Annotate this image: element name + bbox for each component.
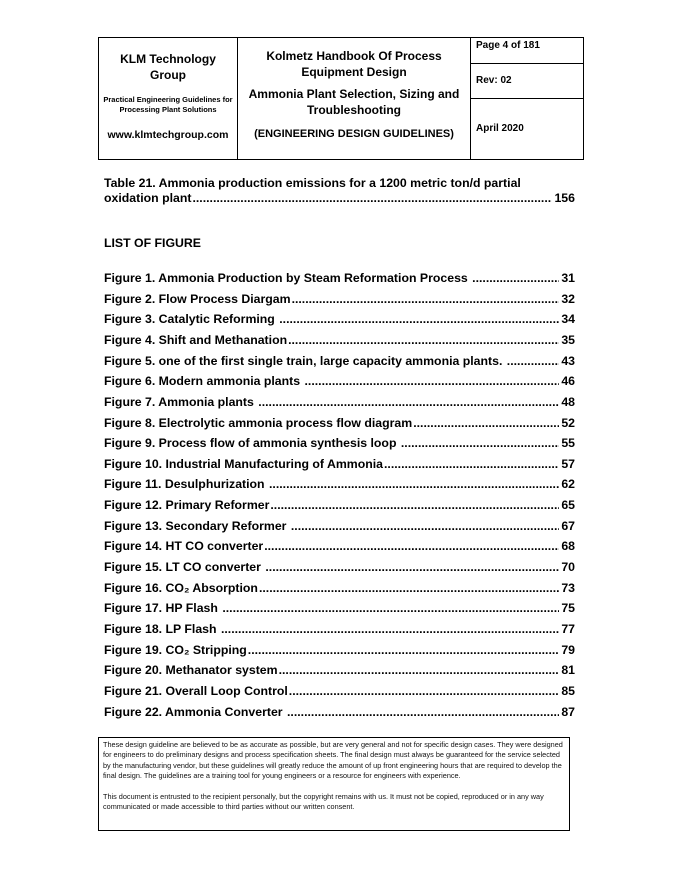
figure-label: Figure 22. Ammonia Converter .....: [104, 705, 559, 719]
figure-entry[interactable]: [104, 581, 575, 595]
figure-page: 73: [561, 581, 575, 595]
figure-label: Figure 9. Process flow of ammonia synthesis loop .....: [104, 436, 559, 450]
figure-entry[interactable]: [104, 271, 575, 285]
page-number: Page 4 of 181: [471, 38, 583, 64]
figure-label: Figure 21. Overall Loop Control .....: [104, 684, 559, 698]
table-entry-page: 156: [554, 191, 575, 205]
figure-label: Figure 17. HP Flash .....: [104, 601, 559, 615]
figure-entry[interactable]: [104, 292, 575, 306]
figure-page: 75: [561, 601, 575, 615]
figure-label: Figure 5. one of the first single train, large capacity ammonia plants. .....: [104, 354, 559, 368]
figure-page: 55: [561, 436, 575, 450]
figure-entry[interactable]: [104, 374, 575, 388]
figure-page: 67: [561, 519, 575, 533]
figure-entry[interactable]: [104, 519, 575, 533]
figure-label: Figure 8. Electrolytic ammonia process flow diagram .....: [104, 416, 559, 430]
figure-page: 70: [561, 560, 575, 574]
figure-label: Figure 2. Flow Process Diargam .....: [104, 292, 559, 306]
figure-page: 46: [561, 374, 575, 388]
revision-number: Rev: 02: [471, 64, 583, 99]
document-title: Ammonia Plant Selection, Sizing and Troubleshooting: [248, 87, 460, 117]
table-entry-label: oxidation plant .....: [104, 191, 552, 205]
list-of-figures-heading: LIST OF FIGURE: [104, 236, 202, 250]
figure-label: Figure 11. Desulphurization .....: [104, 477, 559, 491]
company-block: [99, 38, 238, 159]
figure-entry[interactable]: [104, 622, 575, 636]
figure-entry[interactable]: [104, 684, 575, 698]
table-entry[interactable]: [104, 191, 575, 205]
figure-page: 31: [561, 271, 575, 285]
figure-entry[interactable]: [104, 601, 575, 615]
figure-entry[interactable]: [104, 312, 575, 326]
figure-page: 81: [561, 663, 575, 677]
figure-page: 35: [561, 333, 575, 347]
figure-entry[interactable]: [104, 663, 575, 677]
figure-page: 62: [561, 477, 575, 491]
figure-page: 68: [561, 539, 575, 553]
figure-page: 65: [561, 498, 575, 512]
figure-page: 32: [561, 292, 575, 306]
figure-page: 85: [561, 684, 575, 698]
figure-entry[interactable]: [104, 477, 575, 491]
disclaimer-text: These design guideline are believed to be as accurate as possible, but are very general and not for specific design cases. They were designed for engineers to do preliminary designs and process specification sheets. The final design must always be guaranteed for the service selected by the manufacturing vendor, but these guidelines will greatly reduce the amount of up front engineering hours that are required to develop the final design. The guidelines are a training tool for young engineers or a resource for engineers with experience.: [103, 740, 563, 781]
figure-label: Figure 18. LP Flash .....: [104, 622, 559, 636]
figure-entry[interactable]: [104, 416, 575, 430]
figure-entry[interactable]: [104, 560, 575, 574]
figure-entry[interactable]: [104, 457, 575, 471]
revision-date: April 2020: [476, 123, 524, 134]
revision-block: [471, 38, 583, 159]
figure-entry[interactable]: [104, 436, 575, 450]
figure-entry[interactable]: [104, 354, 575, 368]
figure-label: Figure 3. Catalytic Reforming .....: [104, 312, 559, 326]
handbook-title: Kolmetz Handbook Of Process Equipment Design: [266, 49, 442, 79]
figure-page: 43: [561, 354, 575, 368]
footer-disclaimer-box: [98, 737, 570, 831]
figure-label: Figure 15. LT CO converter .....: [104, 560, 559, 574]
figure-label: Figure 10. Industrial Manufacturing of Ammonia .....: [104, 457, 559, 471]
figure-entry[interactable]: [104, 705, 575, 719]
figure-label: Figure 16. CO₂ Absorption .....: [104, 581, 559, 595]
figure-page: 57: [561, 457, 575, 471]
figure-label: Figure 7. Ammonia plants .....: [104, 395, 559, 409]
figure-label: Figure 13. Secondary Reformer .....: [104, 519, 559, 533]
figure-entry[interactable]: [104, 539, 575, 553]
company-tagline: Practical Engineering Guidelines for Processing Plant Solutions: [103, 95, 233, 114]
title-block: [238, 38, 471, 159]
company-website: www.klmtechgroup.com: [107, 129, 229, 141]
figure-entry[interactable]: [104, 333, 575, 347]
figure-entry[interactable]: [104, 498, 575, 512]
figure-page: 77: [561, 622, 575, 636]
document-header: [98, 37, 584, 160]
figure-label: Figure 1. Ammonia Production by Steam Reformation Process .....: [104, 271, 559, 285]
figure-entry[interactable]: [104, 643, 575, 657]
company-name: KLM Technology Group: [120, 52, 216, 82]
figure-label: Figure 14. HT CO converter .....: [104, 539, 559, 553]
figure-label: Figure 6. Modern ammonia plants .....: [104, 374, 559, 388]
figure-page: 34: [561, 312, 575, 326]
guidelines-label: (ENGINEERING DESIGN GUIDELINES): [254, 128, 454, 140]
copyright-text: This document is entrusted to the recipient personally, but the copyright remains with us. It must not be copied, reproduced or in any way communicated or made accessible to third parties without our written consent.: [103, 791, 544, 812]
figure-label: Figure 12. Primary Reformer .....: [104, 498, 559, 512]
table-entry-line1: Table 21. Ammonia production emissions for a 1200 metric ton/d partial: [104, 176, 521, 190]
figure-page: 52: [561, 416, 575, 430]
figure-page: 48: [561, 395, 575, 409]
figure-page: 79: [561, 643, 575, 657]
figure-label: Figure 20. Methanator system .....: [104, 663, 559, 677]
figure-page: 87: [561, 705, 575, 719]
figure-label: Figure 19. CO₂ Stripping .....: [104, 643, 559, 657]
figure-label: Figure 4. Shift and Methanation .....: [104, 333, 559, 347]
figure-entry[interactable]: [104, 395, 575, 409]
